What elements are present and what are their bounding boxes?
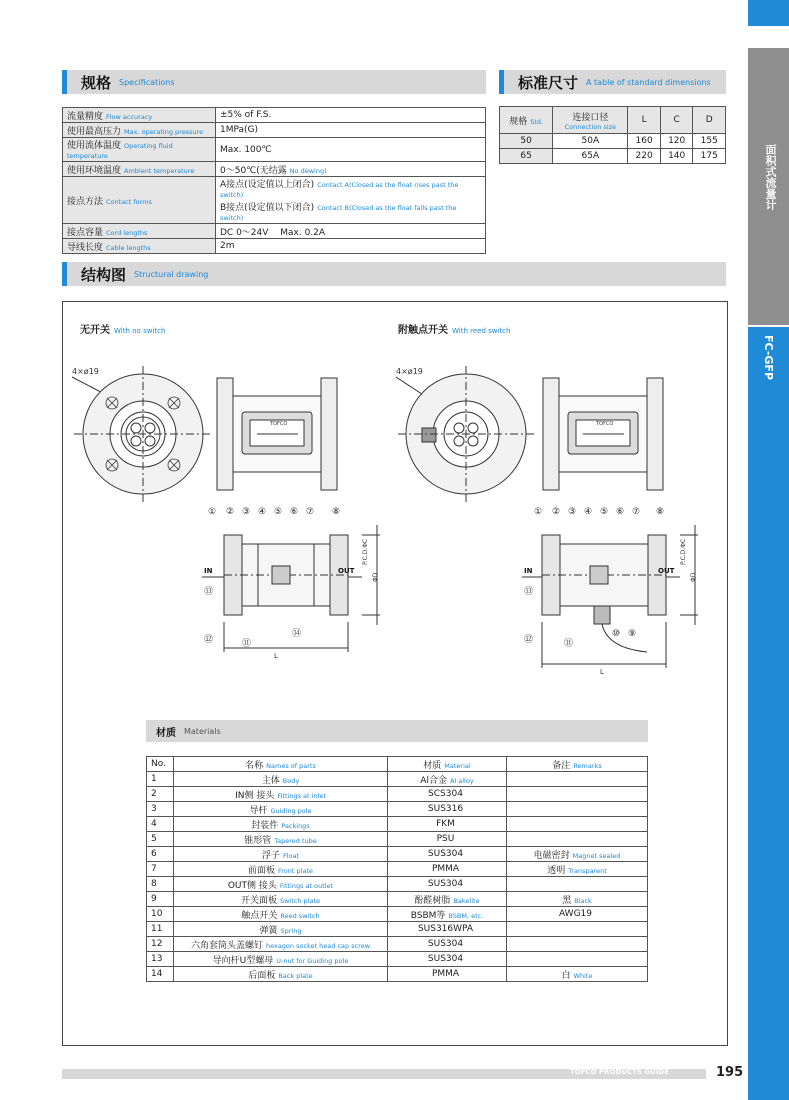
materials-header <box>146 720 648 742</box>
left-holes-label: 4×ø19 <box>72 367 99 376</box>
table-row: 12 六角套筒头盖螺钉 hexagon socket head cap screw SUS304 <box>147 937 648 952</box>
table-row: 6 浮子 Float SUS304 电磁密封 Magnet sealed <box>147 847 648 862</box>
table-row: 9 开关面板 Switch plate 酚醛树脂 Bakelite 黑 Black <box>147 892 648 907</box>
specs-table <box>62 107 486 254</box>
side-tab-category[interactable] <box>748 48 789 325</box>
callout: ④ <box>584 507 593 517</box>
callout: ⑧ <box>332 507 341 517</box>
left-side-view <box>217 378 337 490</box>
dimensions-table: 规格 Std. 连接口径 Connection size L C D 50 50A 160 120 155 65 65A 220 140 175 <box>499 106 726 164</box>
structure-title: 结构图 <box>81 265 127 284</box>
table-row: 接点容量 Cord lengths DC 0～24V Max. 0.2A <box>63 224 486 239</box>
callout: ⑦ <box>306 507 315 517</box>
callout: ⑬ <box>204 587 214 597</box>
materials-table: No. 名称 Names of parts 材质 Material 备注 Remarks 1 主体 Body Al合金 Al alloy 2 IN侧 接头 Fittings at inlet SCS304 3 导杆 Guiding pole SUS316 4 封装件 Packings FKM 5 锥形管 Tapered tube PSU 6 浮子 Float SUS304 电磁密封 Magnet sealed 7 前面板 Front plate PMMA 透明 Transparent 8 OUT侧 接头 Fittings at outlet SUS304 9 开关面板 Switch plate 酚醛树脂 Bakelite 黑 Black 10 触点开关 Reed switch BSBM等 BSBM, etc. AWG19 11 弹簧 Spring SUS316WPA 12 六角套筒头盖螺钉 hexagon socket head cap screw SUS304 13 导向杆U型螺母 U-nut for Guiding pole SUS304 14 后面板 Back plate PMMA 白 White <box>146 756 648 982</box>
table-row: 4 封装件 Packings FKM <box>147 817 648 832</box>
callout: ⑪ <box>564 639 574 649</box>
table-row: 使用环境温度 Ambient temperature 0～50℃(无结露 No dewing) <box>63 162 486 177</box>
callout: ⑪ <box>242 639 252 649</box>
materials-title: 材质 <box>156 727 176 739</box>
structural-drawing <box>62 330 726 710</box>
callout: ⑩ <box>612 629 621 639</box>
callout: ③ <box>568 507 577 517</box>
table-row: 接点方法 Contact forms A接点(设定值以上闭合) Contact A(Closed as the float rises past the switch) B接点(设定值以下闭合) Contact B(Closed as the float falls past the switch) <box>63 177 486 224</box>
callout: ⑥ <box>290 507 299 517</box>
right-out-label: OUT <box>658 567 675 575</box>
footer-guide: TOFCO PRODUCTS GUIDE <box>570 1068 670 1076</box>
left-front-view <box>72 366 212 502</box>
table-row: 3 导杆 Guiding pole SUS316 <box>147 802 648 817</box>
callout: ⑫ <box>204 635 214 645</box>
table-row: 11 弹簧 Spring SUS316WPA <box>147 922 648 937</box>
callout: ⑤ <box>600 507 609 517</box>
dimensions-title-en: A table of standard dimensions <box>586 77 711 87</box>
side-tab-model[interactable] <box>748 327 789 1100</box>
callout: ⑧ <box>656 507 665 517</box>
specs-title-en: Specifications <box>119 77 175 87</box>
callout: ⑥ <box>616 507 625 517</box>
left-pcd-label: P.C.D.ΦC <box>362 538 369 565</box>
callout: ① <box>534 507 543 517</box>
table-row: 10 触点开关 Reed switch BSBM等 BSBM, etc. AWG19 <box>147 907 648 922</box>
table-row: 使用流体温度 Operating fluid temperature Max. 100℃ <box>63 138 486 162</box>
table-row: 导线长度 Cable lengths 2m <box>63 239 486 254</box>
right-nameplate: TOFCO <box>596 421 614 427</box>
callout: ② <box>552 507 561 517</box>
right-holes-label: 4×ø19 <box>396 367 423 376</box>
left-nameplate: TOFCO <box>270 421 288 427</box>
side-tab-model-label: FC-GFP <box>762 335 775 381</box>
table-row: 5 锥形管 Tapered tube PSU <box>147 832 648 847</box>
table-row: 50 50A 160 120 155 <box>500 134 726 149</box>
table-row: 使用最高压力 Max. operating pressure 1MPa(G) <box>63 123 486 138</box>
side-tab-top <box>748 0 789 26</box>
table-row: 1 主体 Body Al合金 Al alloy <box>147 772 648 787</box>
left-section-view <box>202 525 380 660</box>
callout: ③ <box>242 507 251 517</box>
right-section-view <box>522 525 698 676</box>
callout: ⑬ <box>524 587 534 597</box>
callout: ⑭ <box>292 629 302 639</box>
table-row: 14 后面板 Back plate PMMA 白 White <box>147 967 648 982</box>
right-d-label: ΦD <box>690 572 697 582</box>
left-drawing-label: 无开关 With no switch <box>80 325 166 336</box>
right-in-label: IN <box>524 567 533 575</box>
right-drawing-label: 附触点开关 With reed switch <box>398 325 511 336</box>
page-number: 195 <box>716 1065 744 1080</box>
callout: ② <box>226 507 235 517</box>
callout: ④ <box>258 507 267 517</box>
specs-header <box>62 70 486 94</box>
callout: ⑨ <box>628 629 637 639</box>
right-l-label: L <box>600 668 604 676</box>
table-row: 2 IN侧 接头 Fittings at inlet SCS304 <box>147 787 648 802</box>
structure-header <box>62 262 726 286</box>
callout: ① <box>208 507 217 517</box>
right-pcd-label: P.C.D.ΦC <box>680 538 687 565</box>
table-row: 13 导向杆U型螺母 U-nut for Guiding pole SUS304 <box>147 952 648 967</box>
structure-title-en: Structural drawing <box>134 269 209 279</box>
callout: ⑫ <box>524 635 534 645</box>
left-l-label: L <box>274 652 278 660</box>
table-row: 7 前面板 Front plate PMMA 透明 Transparent <box>147 862 648 877</box>
left-d-label: ΦD <box>372 572 379 582</box>
materials-title-en: Materials <box>184 726 221 736</box>
specs-title: 规格 <box>81 73 112 92</box>
right-front-view <box>396 366 536 502</box>
left-in-label: IN <box>204 567 213 575</box>
table-row: 65 65A 220 140 175 <box>500 149 726 164</box>
left-out-label: OUT <box>338 567 355 575</box>
side-tab-category-label: 面积式流量计 <box>764 144 777 210</box>
callout: ⑤ <box>274 507 283 517</box>
callout: ⑦ <box>632 507 641 517</box>
dimensions-title: 标准尺寸 <box>518 73 579 92</box>
table-row: 流量精度 Flow accuracy ±5% of F.S. <box>63 108 486 123</box>
table-row: 8 OUT侧 接头 Fittings at outlet SUS304 <box>147 877 648 892</box>
right-side-view <box>543 378 663 490</box>
dimensions-header <box>499 70 726 94</box>
